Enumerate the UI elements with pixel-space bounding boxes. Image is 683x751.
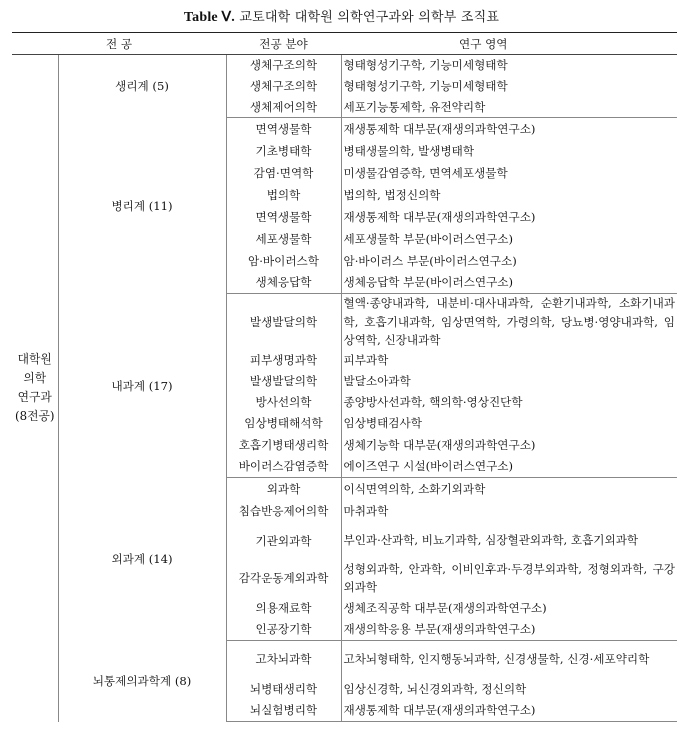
major-field-cell: 인공장기학 [226,619,341,641]
institution-label: 연구과 [17,390,52,405]
research-area-cell: 부인과·산과학, 비뇨기과학, 심장혈관외과학, 호흡기외과학 [343,533,639,548]
major-field-cell: 기초병태학 [226,140,341,162]
caption-label: Table Ⅴ. [183,10,236,25]
major-field-cell: 생체제어의학 [226,97,341,118]
major-field-cell: 감각운동계외과학 [226,560,341,597]
caption-title: 교토대학 대학원 의학연구과와 의학부 조직표 [239,10,500,25]
research-area-cell: 생체조직공학 대부문(재생의과학연구소) [343,600,547,615]
major-field-cell: 임상병태해석학 [226,413,341,434]
major-field-cell: 감염·면역학 [226,162,341,184]
major-field-cell: 뇌병태생리학 [226,678,341,700]
major-field-cell: 생체구조의학 [226,55,341,76]
department-cell: 뇌통제의과학계 (8) [58,641,226,722]
major-field-cell: 기관외과학 [226,522,341,560]
table-row [12,55,677,76]
research-area-cell: 혈액·종양내과학, 내분비·대사내과학, 순환기내과학, 소화기내과학, 호흡기내과학, 임상면역학, 가령의학, 당뇨병·영양내과학, 임상역학, 신장내과학 [343,296,675,347]
research-area-cell: 고차뇌형태학, 인지행동뇌과학, 신경생물학, 신경·세포약리학 [343,652,650,666]
table-row [12,478,677,500]
research-area-cell: 세포생물학 부문(바이러스연구소) [343,231,514,246]
major-field-cell: 면역생물학 [226,118,341,140]
major-field-cell: 암·바이러스학 [226,250,341,272]
major-field-cell: 발생발달의학 [226,294,341,350]
research-area-cell: 발달소아과학 [343,374,411,388]
research-area-cell: 재생의학응용 부문(재생의과학연구소) [341,619,677,641]
organization-table [12,32,677,722]
major-field-cell: 방사선의학 [226,392,341,413]
major-field-cell: 외과학 [226,478,341,500]
research-area-cell: 에이즈연구 시설(바이러스연구소) [341,456,677,478]
department-cell: 외과계 (14) [58,478,226,641]
research-area-cell: 임상신경학, 뇌신경외과학, 정신의학 [343,681,527,696]
research-area-cell: 형태형성기구학, 기능미세형태학 [343,79,508,93]
department-cell: 내과계 (17) [58,294,226,478]
research-area-cell: 재생통제학 대부문(재생의과학연구소) [343,209,536,224]
major-field-cell: 생체구조의학 [226,76,341,97]
major-field-cell: 바이러스감염증학 [226,456,341,478]
research-area-cell: 재생통제학 대부문(재생의과학연구소) [343,121,536,136]
research-area-cell: 병태생물의학, 발생병태학 [343,143,475,158]
major-field-cell: 의용재료학 [226,597,341,619]
research-area-cell: 재생통제학 대부문(재생의과학연구소) [341,700,677,722]
research-area-cell: 마취과학 [343,503,389,518]
table-row [12,641,677,678]
header-major-group: 전 공 [12,33,226,55]
research-area-cell: 미생물감염증학, 면역세포생물학 [343,165,508,180]
department-cell: 생리계 (5) [58,55,226,118]
research-area-cell: 생체응답학 부문(바이러스연구소) [341,272,677,294]
research-area-cell: 암·바이러스 부문(바이러스연구소) [343,253,517,268]
institution-cell [12,55,58,722]
major-field-cell: 침습반응제어의학 [226,500,341,522]
research-area-cell: 피부과학 [343,353,389,367]
header-research-area: 연구 영역 [341,33,677,55]
research-area-cell: 생체기능학 대부문(재생의과학연구소) [343,437,536,452]
table-body [12,55,677,722]
major-field-cell: 면역생물학 [226,206,341,228]
major-field-cell: 세포생물학 [226,228,341,250]
research-area-cell: 이식면역의학, 소화기외과학 [343,481,486,496]
header-major-field: 전공 분야 [226,33,341,55]
major-field-cell: 법의학 [226,184,341,206]
research-area-cell: 종양방사선과학, 핵의학·영상진단학 [343,395,523,409]
research-area-cell: 임상병태검사학 [343,416,422,430]
research-area-cell: 형태형성기구학, 기능미세형태학 [343,58,508,73]
major-field-cell: 호흡기병태생리학 [226,434,341,456]
research-area-cell: 법의학, 법정신의학 [343,187,441,202]
research-area-cell: 세포기능통제학, 유전약리학 [341,97,677,118]
major-field-cell: 피부생명과학 [226,350,341,371]
header-row [12,33,677,55]
major-field-cell: 발생발달의학 [226,371,341,392]
table-caption [0,6,683,26]
institution-label: 대학원 [17,352,52,367]
major-field-cell: 생체응답학 [226,272,341,294]
institution-label: 의학 [23,371,47,386]
table-row [12,118,677,140]
major-field-cell: 고차뇌과학 [226,641,341,678]
table-row [12,294,677,350]
research-area-cell: 성형외과학, 안과학, 이비인후과·두경부외과학, 정형외과학, 구강외과학 [343,561,675,594]
department-cell: 병리계 (11) [58,118,226,294]
institution-label: (8전공) [14,409,55,424]
major-field-cell: 뇌실험병리학 [226,700,341,722]
